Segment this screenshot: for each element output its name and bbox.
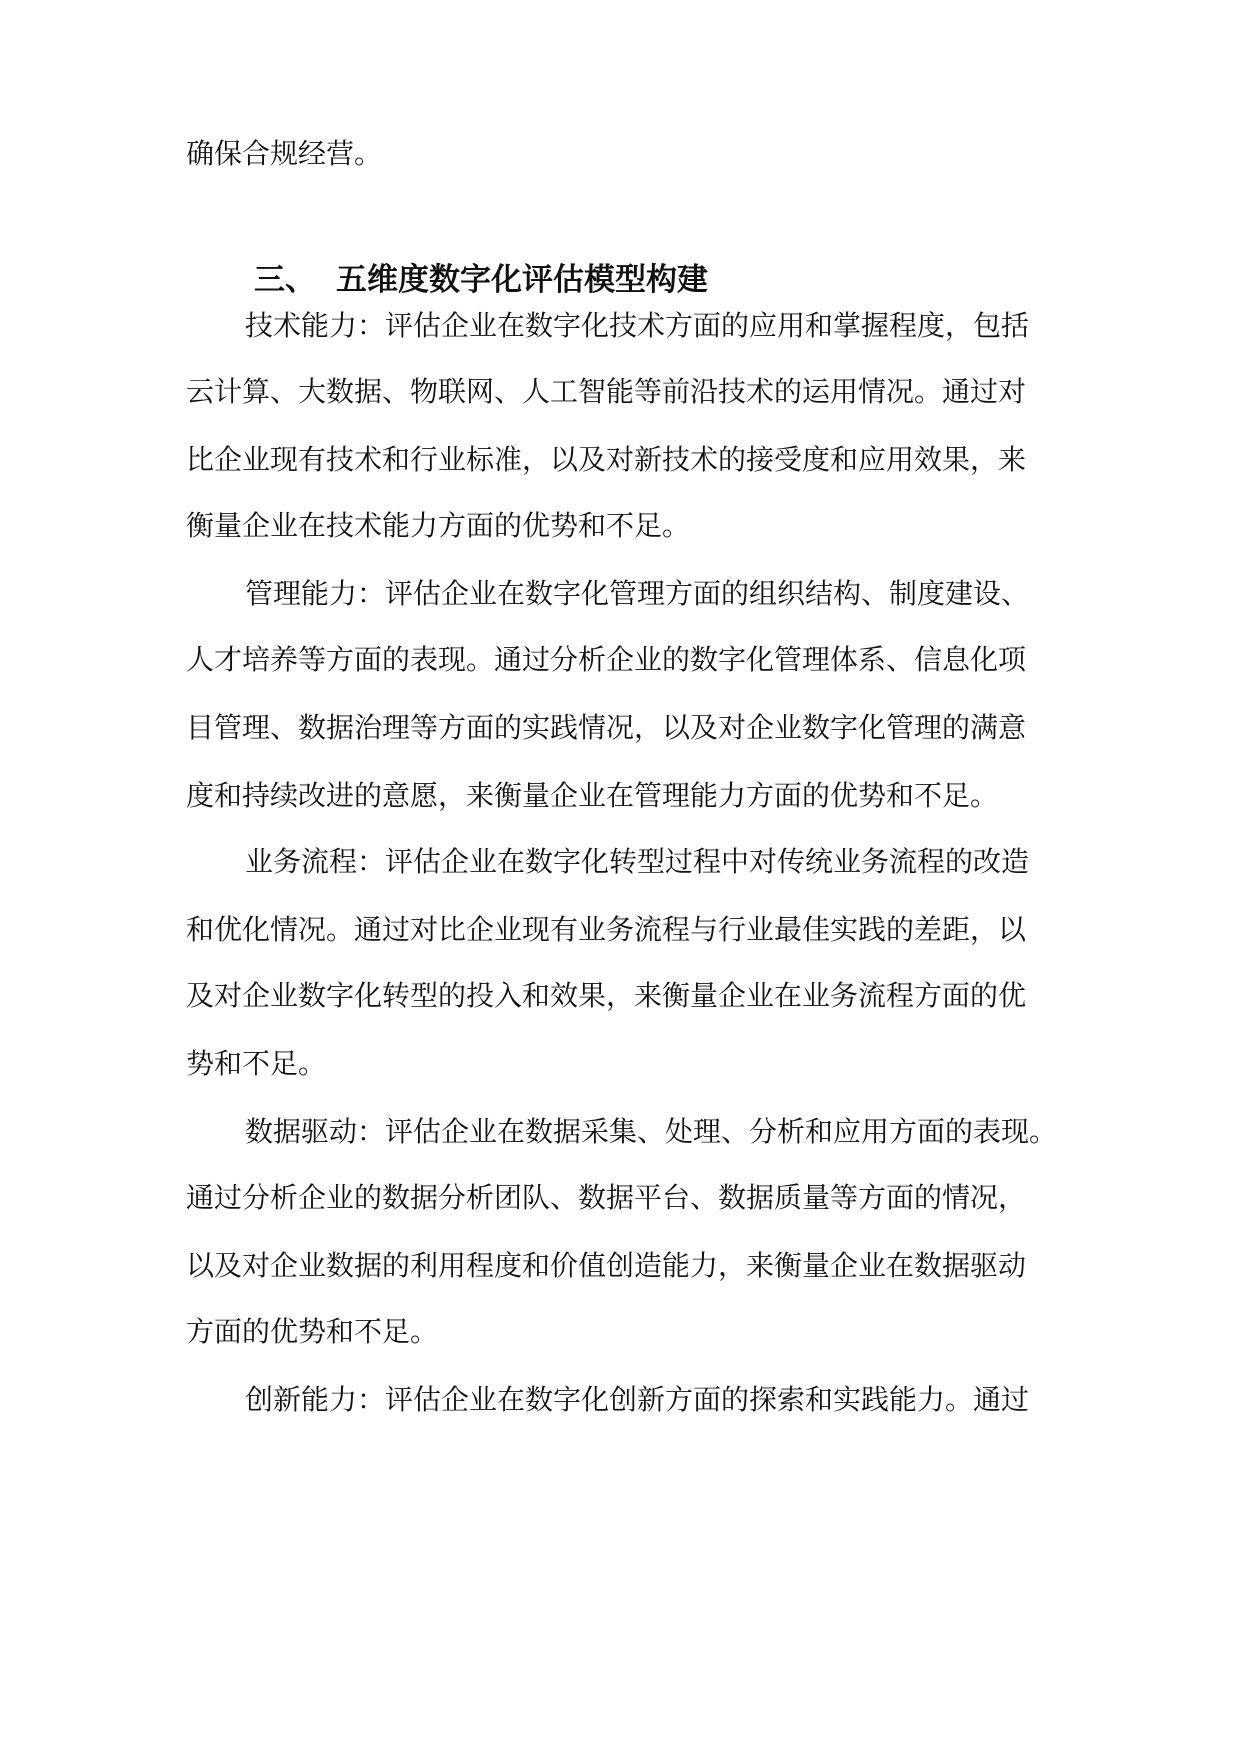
paragraph-line: 比企业现有技术和行业标准，以及对新技术的接受度和应用效果，来: [186, 443, 1027, 476]
paragraph-line: 云计算、大数据、物联网、人工智能等前沿技术的运用情况。通过对: [186, 375, 1027, 408]
section-number: 三、: [254, 262, 316, 298]
paragraph-line: 及对企业数字化转型的投入和效果，来衡量企业在业务流程方面的优: [186, 979, 1027, 1012]
paragraph-line: 创新能力：评估企业在数字化创新方面的探索和实践能力。通过: [245, 1383, 1030, 1416]
paragraph-line: 技术能力：评估企业在数字化技术方面的应用和掌握程度，包括: [245, 309, 1030, 342]
paragraph-line: 势和不足。: [186, 1047, 327, 1080]
paragraph-line: 通过分析企业的数据分析团队、数据平台、数据质量等方面的情况，: [186, 1181, 1027, 1214]
paragraph-line: 度和持续改进的意愿，来衡量企业在管理能力方面的优势和不足。: [186, 779, 999, 812]
paragraph-line: 人才培养等方面的表现。通过分析企业的数字化管理体系、信息化项: [186, 643, 1027, 676]
paragraph-line: 数据驱动：评估企业在数据采集、处理、分析和应用方面的表现。: [245, 1115, 1058, 1148]
paragraph-line: 方面的优势和不足。: [186, 1315, 439, 1348]
paragraph-line: 以及对企业数据的利用程度和价值创造能力，来衡量企业在数据驱动: [186, 1249, 1027, 1282]
intro-tail-line: 确保合规经营。: [186, 137, 383, 170]
paragraph-line: 管理能力：评估企业在数字化管理方面的组织结构、制度建设、: [245, 577, 1030, 610]
paragraph-line: 业务流程：评估企业在数字化转型过程中对传统业务流程的改造: [245, 845, 1030, 878]
paragraph-line: 和优化情况。通过对比企业现有业务流程与行业最佳实践的差距，以: [186, 913, 1027, 946]
section-heading: [254, 258, 708, 302]
section-title: 五维度数字化评估模型构建: [336, 262, 708, 298]
paragraph-line: 目管理、数据治理等方面的实践情况，以及对企业数字化管理的满意: [186, 711, 1027, 744]
paragraph-line: 衡量企业在技术能力方面的优势和不足。: [186, 509, 691, 542]
